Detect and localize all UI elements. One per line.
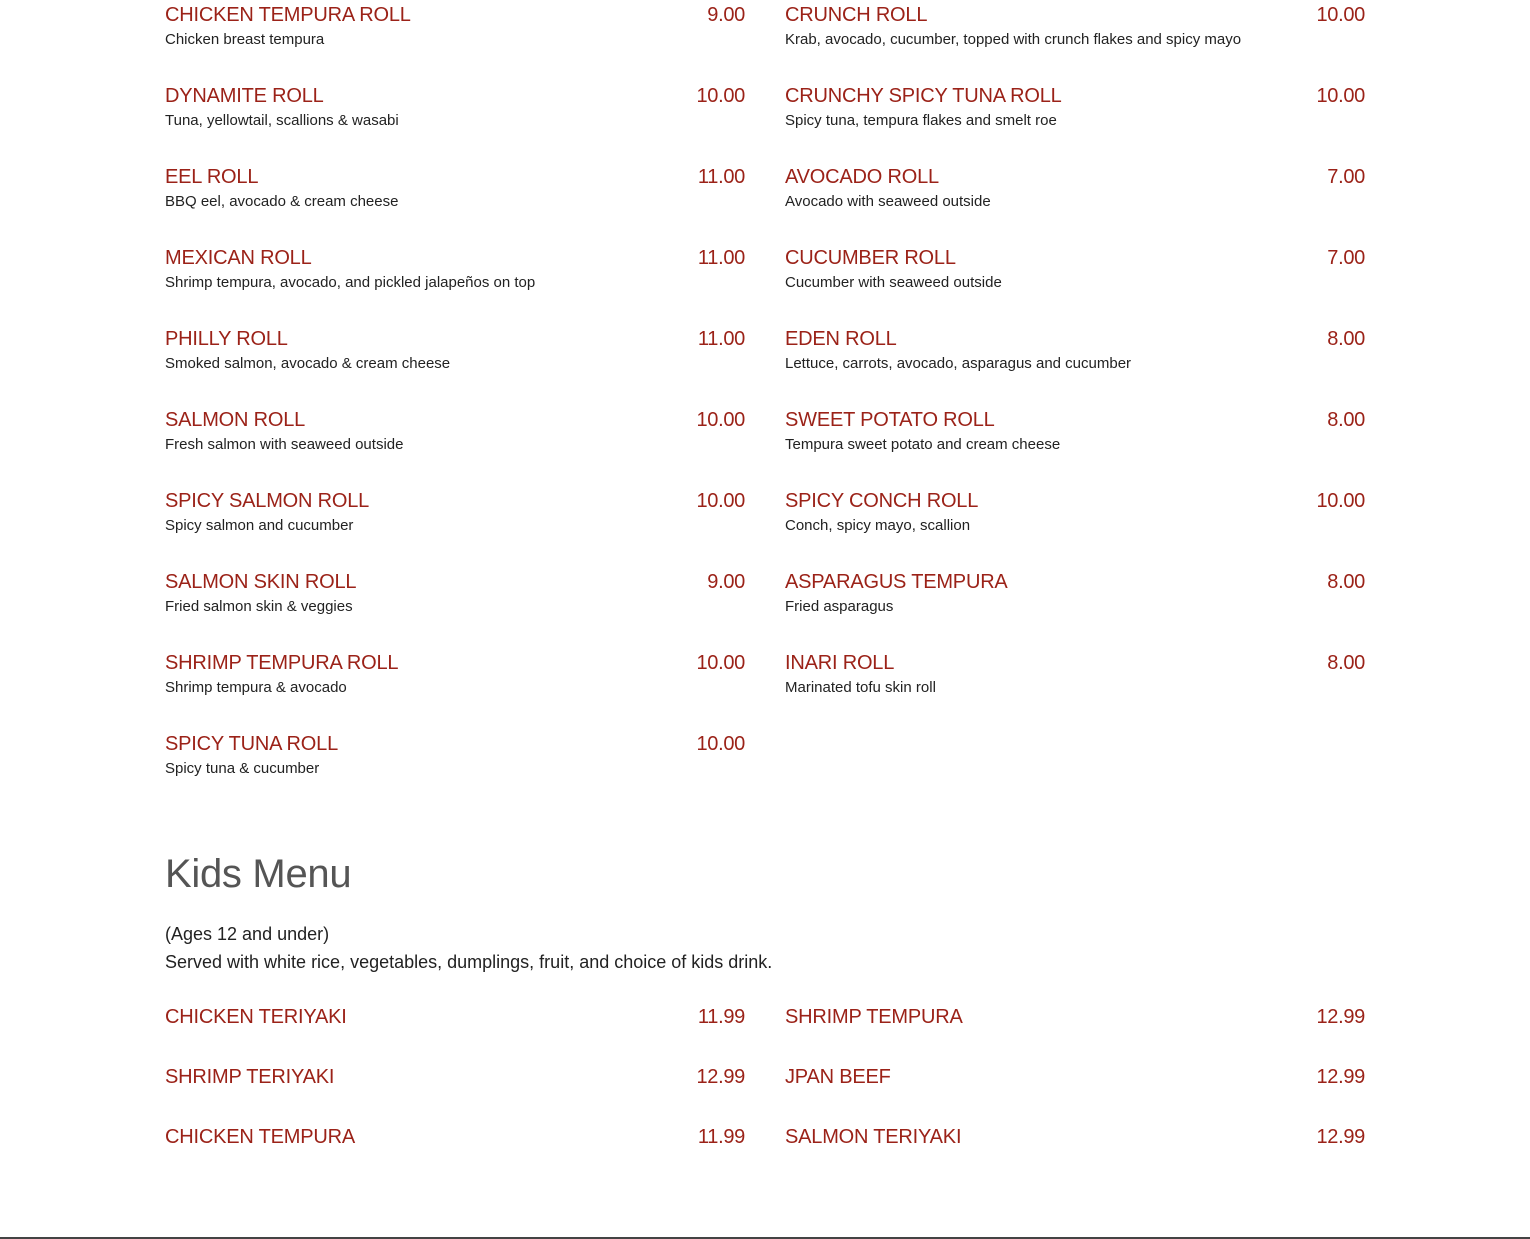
menu-item [165, 1122, 745, 1182]
menu-item-description: Conch, spicy mayo, scallion [785, 517, 971, 534]
menu-item-price: 10.00 [1316, 85, 1365, 107]
menu-item-name: AVOCADO ROLL [785, 166, 939, 188]
menu-item-price: 8.00 [1327, 409, 1365, 431]
menu-item [785, 648, 1365, 729]
menu-item-price: 11.00 [697, 247, 745, 269]
menu-item [165, 486, 745, 567]
menu-item [785, 324, 1365, 405]
menu-item [785, 1122, 1365, 1182]
menu-item-description: Marinated tofu skin roll [785, 679, 936, 696]
menu-item-name: CHICKEN TEMPURA ROLL [165, 4, 411, 26]
rolls-column-left [165, 0, 745, 810]
menu-item-name: SALMON SKIN ROLL [165, 571, 357, 593]
menu-item-name: PHILLY ROLL [165, 328, 288, 350]
menu-item-description: Krab, avocado, cucumber, topped with crunch flakes and spicy mayo [785, 31, 1242, 48]
menu-item-price: 8.00 [1327, 652, 1365, 674]
menu-item-name: DYNAMITE ROLL [165, 85, 324, 107]
rolls-grid [165, 0, 1365, 810]
menu-item [165, 162, 745, 243]
menu-item-name: SHRIMP TERIYAKI [165, 1066, 335, 1088]
menu-item [165, 405, 745, 486]
menu-item-description: Fresh salmon with seaweed outside [165, 436, 404, 453]
kids-grid [165, 1002, 1365, 1182]
menu-item-price: 11.00 [697, 328, 745, 350]
menu-item [785, 567, 1365, 648]
menu-item-price: 7.00 [1327, 247, 1365, 269]
menu-item-price: 10.00 [696, 490, 745, 512]
menu-item-description: Spicy tuna & cucumber [165, 760, 320, 777]
menu-item [785, 162, 1365, 243]
menu-item-description: Fried asparagus [785, 598, 894, 615]
menu-item-price: 10.00 [696, 85, 745, 107]
menu-item-name: MEXICAN ROLL [165, 247, 312, 269]
menu-item-description: Cucumber with seaweed outside [785, 274, 1002, 291]
menu-item [165, 243, 745, 324]
menu-item [785, 1002, 1365, 1062]
menu-item-price: 12.99 [696, 1066, 745, 1088]
menu-item [785, 81, 1365, 162]
menu-item-name: CUCUMBER ROLL [785, 247, 956, 269]
menu-item [165, 567, 745, 648]
menu-item-name: INARI ROLL [785, 652, 895, 674]
menu-item-name: SPICY SALMON ROLL [165, 490, 370, 512]
menu-item-description: Spicy tuna, tempura flakes and smelt roe [785, 112, 1057, 129]
menu-item-price: 7.00 [1327, 166, 1365, 188]
menu-item-description: Fried salmon skin & veggies [165, 598, 353, 615]
menu-item-price: 11.99 [697, 1126, 745, 1148]
menu-item-name: EEL ROLL [165, 166, 259, 188]
menu-item-price: 10.00 [696, 409, 745, 431]
menu-item-name: SPICY CONCH ROLL [785, 490, 979, 512]
rolls-column-right [785, 0, 1365, 810]
menu-page [165, 0, 1365, 1182]
menu-item-price: 9.00 [707, 571, 745, 593]
menu-item-price: 8.00 [1327, 328, 1365, 350]
menu-item-price: 11.99 [697, 1006, 745, 1028]
menu-item [165, 1002, 745, 1062]
menu-item-price: 12.99 [1316, 1126, 1365, 1148]
menu-item [785, 405, 1365, 486]
kids-served-note: Served with white rice, vegetables, dumplings, fruit, and choice of kids drink. [165, 952, 773, 972]
menu-item-description: Tempura sweet potato and cream cheese [785, 436, 1061, 453]
menu-item-price: 9.00 [707, 4, 745, 26]
menu-item-description: Chicken breast tempura [165, 31, 325, 48]
menu-item-description: Smoked salmon, avocado & cream cheese [165, 355, 451, 372]
menu-item-price: 11.00 [697, 166, 745, 188]
kids-column-left [165, 1002, 745, 1182]
menu-item-name: SWEET POTATO ROLL [785, 409, 995, 431]
menu-item-name: JPAN BEEF [785, 1066, 891, 1088]
kids-age-note: (Ages 12 and under) [165, 924, 330, 944]
menu-item-description: BBQ eel, avocado & cream cheese [165, 193, 399, 210]
menu-item [785, 243, 1365, 324]
menu-item [165, 0, 745, 81]
menu-item-price: 10.00 [1316, 490, 1365, 512]
menu-item-name: ASPARAGUS TEMPURA [785, 571, 1008, 593]
menu-item-price: 12.99 [1316, 1066, 1365, 1088]
menu-item-description: Shrimp tempura & avocado [165, 679, 347, 696]
menu-item [785, 1062, 1365, 1122]
kids-column-right [785, 1002, 1365, 1182]
menu-item-price: 8.00 [1327, 571, 1365, 593]
menu-item-price: 10.00 [696, 652, 745, 674]
menu-item [785, 0, 1365, 81]
menu-item-name: CHICKEN TERIYAKI [165, 1006, 347, 1028]
menu-item [165, 1062, 745, 1122]
menu-item [165, 81, 745, 162]
menu-item-description: Tuna, yellowtail, scallions & wasabi [165, 112, 399, 129]
menu-item-price: 10.00 [1316, 4, 1365, 26]
menu-item-name: SALMON ROLL [165, 409, 306, 431]
menu-item [165, 648, 745, 729]
menu-item [165, 324, 745, 405]
menu-item-description: Lettuce, carrots, avocado, asparagus and cucumber [785, 355, 1132, 372]
menu-item-name: SALMON TERIYAKI [785, 1126, 962, 1148]
menu-item [785, 486, 1365, 567]
menu-item-description: Spicy salmon and cucumber [165, 517, 354, 534]
menu-item-price: 10.00 [696, 733, 745, 755]
kids-menu-note [165, 920, 1365, 976]
menu-item-description: Avocado with seaweed outside [785, 193, 991, 210]
menu-item-name: SHRIMP TEMPURA ROLL [165, 652, 399, 674]
menu-item-name: CHICKEN TEMPURA [165, 1126, 355, 1148]
menu-item-description: Shrimp tempura, avocado, and pickled jalapeños on top [165, 274, 536, 291]
menu-item-name: EDEN ROLL [785, 328, 897, 350]
kids-menu-title: Kids Menu [165, 852, 352, 896]
menu-item-name: SPICY TUNA ROLL [165, 733, 338, 755]
menu-item-price: 12.99 [1316, 1006, 1365, 1028]
menu-item [165, 729, 745, 810]
menu-item-name: CRUNCH ROLL [785, 4, 928, 26]
menu-item-name: CRUNCHY SPICY TUNA ROLL [785, 85, 1062, 107]
menu-item-name: SHRIMP TEMPURA [785, 1006, 963, 1028]
